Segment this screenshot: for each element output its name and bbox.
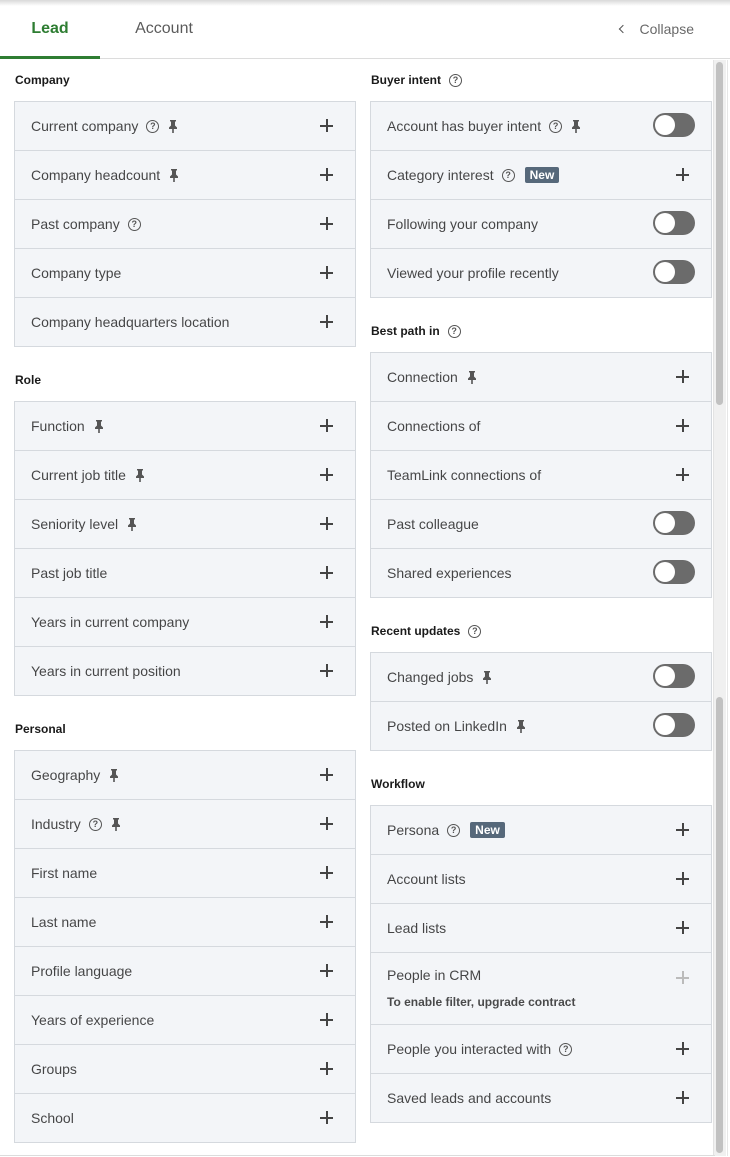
- help-icon[interactable]: ?: [447, 824, 460, 837]
- plus-icon[interactable]: [676, 468, 689, 481]
- filter-label: Profile language: [31, 963, 133, 979]
- toggle-switch[interactable]: [653, 713, 695, 737]
- filter-label: Shared experiences: [387, 565, 512, 581]
- filter-row-content: [31, 418, 105, 434]
- upgrade-note: To enable filter, upgrade contract: [387, 994, 576, 1009]
- filter-list: [370, 101, 712, 298]
- filter-row-content: [387, 967, 481, 983]
- filter-row-viewed-your-profile-recently[interactable]: [371, 248, 711, 297]
- filter-tabs: [0, 0, 730, 59]
- filter-row-people-you-interacted-with[interactable]: [371, 1024, 711, 1073]
- filter-list: [14, 401, 356, 696]
- tab-lead[interactable]: Lead: [0, 0, 100, 58]
- filter-row-content: [31, 914, 96, 930]
- pin-icon[interactable]: [167, 120, 179, 133]
- group-title-label: Recent updates: [371, 624, 461, 638]
- filter-label: Groups: [31, 1061, 77, 1077]
- filter-label: Company type: [31, 265, 122, 281]
- filter-row-content: [31, 516, 138, 532]
- filter-row-company-headcount[interactable]: [15, 150, 355, 199]
- filter-row-persona[interactable]: [371, 806, 711, 854]
- help-icon[interactable]: ?: [146, 120, 159, 133]
- filter-label: Past colleague: [387, 516, 479, 532]
- filter-row-company-type[interactable]: [15, 248, 355, 297]
- company-group: [14, 70, 356, 347]
- filter-row-seniority-level[interactable]: [15, 499, 355, 548]
- filter-row-content: [31, 1110, 74, 1126]
- pin-icon[interactable]: [126, 518, 138, 531]
- plus-icon[interactable]: [320, 964, 333, 977]
- filter-row-past-colleague[interactable]: [371, 499, 711, 548]
- plus-icon[interactable]: [320, 517, 333, 530]
- filter-label: Years in current company: [31, 614, 190, 630]
- filter-label: Changed jobs: [387, 669, 474, 685]
- group-title: [370, 321, 712, 341]
- new-badge: New: [525, 167, 560, 183]
- filter-label: Past job title: [31, 565, 108, 581]
- filter-row-content: [387, 369, 478, 385]
- filter-row-people-in-crm[interactable]: [371, 952, 711, 1024]
- filter-label: Account lists: [387, 871, 466, 887]
- new-badge: New: [470, 822, 505, 838]
- filter-row-content: [31, 216, 141, 232]
- group-title-label: Workflow: [371, 777, 425, 791]
- filter-row-years-of-experience[interactable]: [15, 995, 355, 1044]
- filter-label: Viewed your profile recently: [387, 265, 559, 281]
- help-icon[interactable]: ?: [449, 74, 462, 87]
- filter-label: Lead lists: [387, 920, 447, 936]
- filter-row-current-job-title[interactable]: [15, 450, 355, 499]
- bottom-divider: [0, 1155, 715, 1156]
- filter-row-content: [387, 1041, 572, 1057]
- plus-icon[interactable]: [320, 915, 333, 928]
- filter-row-content: [387, 418, 480, 434]
- plus-icon[interactable]: [676, 370, 689, 383]
- filter-row-school[interactable]: [15, 1093, 355, 1142]
- filter-label: Following your company: [387, 216, 538, 232]
- pin-icon[interactable]: [570, 120, 582, 133]
- plus-icon[interactable]: [320, 1013, 333, 1026]
- pin-icon[interactable]: [110, 818, 122, 831]
- chevron-left-icon: [618, 25, 626, 33]
- collapse-label: Collapse: [639, 21, 694, 37]
- pin-icon[interactable]: [168, 169, 180, 182]
- plus-icon[interactable]: [676, 1042, 689, 1055]
- filter-row-company-headquarters-location[interactable]: [15, 297, 355, 346]
- filter-row-content: [387, 516, 479, 532]
- filter-row-content: [387, 822, 505, 838]
- plus-icon[interactable]: [320, 768, 333, 781]
- group-title: [14, 70, 356, 90]
- toggle-switch[interactable]: [653, 260, 695, 284]
- filter-label: Function: [31, 418, 85, 434]
- filter-label: People you interacted with: [387, 1041, 552, 1057]
- pin-icon[interactable]: [93, 420, 105, 433]
- filter-row-content: [387, 718, 527, 734]
- plus-icon: [676, 971, 689, 984]
- filter-label: People in CRM: [387, 966, 482, 983]
- filter-row-content: [31, 565, 107, 581]
- filter-row-lead-lists[interactable]: [371, 903, 711, 952]
- filter-row-teamlink-connections-of[interactable]: [371, 450, 711, 499]
- plus-icon[interactable]: [320, 664, 333, 677]
- filter-label: Current company: [31, 118, 139, 134]
- filter-row-past-job-title[interactable]: [15, 548, 355, 597]
- filter-row-content: [31, 663, 181, 679]
- group-title-label: Company: [15, 73, 70, 87]
- toggle-switch[interactable]: [653, 211, 695, 235]
- edge-divider: [727, 60, 728, 1156]
- group-title-label: Buyer intent: [371, 73, 442, 87]
- group-title: [370, 70, 712, 90]
- filter-row-current-company[interactable]: [15, 102, 355, 150]
- plus-icon[interactable]: [676, 419, 689, 432]
- filter-label: Industry: [31, 816, 81, 832]
- filter-row-past-company[interactable]: [15, 199, 355, 248]
- plus-icon[interactable]: [676, 872, 689, 885]
- filter-row-content: [31, 865, 97, 881]
- plus-icon[interactable]: [320, 615, 333, 628]
- filter-row-content: [31, 963, 132, 979]
- filter-row-content: [387, 565, 512, 581]
- toggle-switch[interactable]: [653, 511, 695, 535]
- plus-icon[interactable]: [676, 1091, 689, 1104]
- filter-row-content: [387, 669, 493, 685]
- plus-icon[interactable]: [320, 419, 333, 432]
- filter-row-content: [387, 871, 466, 887]
- filter-list: [370, 652, 712, 751]
- pin-icon[interactable]: [108, 769, 120, 782]
- filter-row-profile-language[interactable]: [15, 946, 355, 995]
- filter-row-years-in-current-company[interactable]: [15, 597, 355, 646]
- filter-row-content: [31, 767, 120, 783]
- filter-label: Last name: [31, 914, 97, 930]
- filter-label: Company headcount: [31, 167, 161, 183]
- filter-row-last-name[interactable]: [15, 897, 355, 946]
- filter-row-account-lists[interactable]: [371, 854, 711, 903]
- plus-icon[interactable]: [320, 1111, 333, 1124]
- workflow-group: [370, 774, 712, 1123]
- plus-icon[interactable]: [320, 468, 333, 481]
- filter-label: Seniority level: [31, 516, 119, 532]
- filter-row-content: [387, 467, 541, 483]
- help-icon[interactable]: ?: [559, 1043, 572, 1056]
- tab-account[interactable]: Account: [135, 20, 193, 37]
- group-title: [14, 719, 356, 739]
- filter-label: First name: [31, 865, 98, 881]
- toggle-switch[interactable]: [653, 664, 695, 688]
- recent-updates-group: [370, 621, 712, 751]
- filter-row-content: [31, 167, 180, 183]
- filter-row-saved-leads-and-accounts[interactable]: [371, 1073, 711, 1122]
- filter-list: [14, 750, 356, 1143]
- filter-row-years-in-current-position[interactable]: [15, 646, 355, 695]
- plus-icon[interactable]: [320, 217, 333, 230]
- plus-icon[interactable]: [320, 315, 333, 328]
- filter-label: Saved leads and accounts: [387, 1090, 552, 1106]
- buyer-intent-group: [370, 70, 712, 298]
- pin-icon[interactable]: [481, 671, 493, 684]
- filter-label: Past company: [31, 216, 120, 232]
- plus-icon[interactable]: [676, 921, 689, 934]
- filter-row-content: [31, 467, 146, 483]
- personal-group: [14, 719, 356, 1143]
- group-title: [370, 774, 712, 794]
- plus-icon[interactable]: [320, 1062, 333, 1075]
- filter-row-connection[interactable]: [371, 353, 711, 401]
- filter-row-content: [31, 614, 189, 630]
- help-icon[interactable]: ?: [128, 218, 141, 231]
- pin-icon[interactable]: [134, 469, 146, 482]
- filter-label: School: [31, 1110, 74, 1126]
- group-title-label: Personal: [15, 722, 66, 736]
- filter-label: Category interest: [387, 167, 494, 183]
- filter-row-content: [31, 314, 229, 330]
- plus-icon[interactable]: [676, 823, 689, 836]
- filter-row-content: [31, 118, 179, 134]
- group-title: [14, 370, 356, 390]
- filter-label: Years in current position: [31, 663, 181, 679]
- plus-icon[interactable]: [320, 266, 333, 279]
- filter-label: Posted on LinkedIn: [387, 718, 507, 734]
- filter-list: [370, 805, 712, 1123]
- filter-row-industry[interactable]: [15, 799, 355, 848]
- filter-label: TeamLink connections of: [387, 467, 542, 483]
- filter-row-account-has-buyer-intent[interactable]: [371, 102, 711, 150]
- filter-row-connections-of[interactable]: [371, 401, 711, 450]
- plus-icon[interactable]: [320, 866, 333, 879]
- filter-row-geography[interactable]: [15, 751, 355, 799]
- help-icon[interactable]: ?: [448, 325, 461, 338]
- filter-row-content: [387, 167, 559, 183]
- help-icon[interactable]: ?: [549, 120, 562, 133]
- filter-row-first-name[interactable]: [15, 848, 355, 897]
- filter-row-content: [387, 265, 559, 281]
- plus-icon[interactable]: [320, 817, 333, 830]
- plus-icon[interactable]: [676, 168, 689, 181]
- filter-row-changed-jobs[interactable]: [371, 653, 711, 701]
- filter-row-posted-on-linkedin[interactable]: [371, 701, 711, 750]
- filter-row-following-your-company[interactable]: [371, 199, 711, 248]
- help-icon[interactable]: ?: [89, 818, 102, 831]
- filter-label: Persona: [387, 822, 440, 838]
- group-title-label: Best path in: [371, 324, 440, 338]
- filter-row-content: [387, 1090, 551, 1106]
- filter-row-content: [387, 216, 538, 232]
- filter-row-content: [31, 1061, 77, 1077]
- filter-row-function[interactable]: [15, 402, 355, 450]
- filter-label: Connection: [387, 369, 458, 385]
- group-title: [370, 621, 712, 641]
- filter-row-content: [31, 816, 122, 832]
- role-group: [14, 370, 356, 696]
- filter-row-content: [31, 1012, 154, 1028]
- filter-label: Account has buyer intent: [387, 118, 542, 134]
- help-icon[interactable]: ?: [468, 625, 481, 638]
- group-title-label: Role: [15, 373, 42, 387]
- plus-icon[interactable]: [320, 566, 333, 579]
- toggle-switch[interactable]: [653, 560, 695, 584]
- pin-icon[interactable]: [515, 720, 527, 733]
- filter-list: [370, 352, 712, 598]
- best-path-group: [370, 321, 712, 598]
- filter-row-content: [387, 920, 446, 936]
- filter-row-shared-experiences[interactable]: [371, 548, 711, 597]
- filter-row-category-interest[interactable]: [371, 150, 711, 199]
- filter-row-groups[interactable]: [15, 1044, 355, 1093]
- collapse-button[interactable]: [620, 0, 694, 58]
- help-icon[interactable]: ?: [502, 169, 515, 182]
- filter-list: [14, 101, 356, 347]
- scrollbar-thumb-bottom[interactable]: [716, 697, 723, 1153]
- filter-label: Geography: [31, 767, 101, 783]
- filter-label: Current job title: [31, 467, 126, 483]
- filter-label: Connections of: [387, 418, 481, 434]
- plus-icon[interactable]: [320, 119, 333, 132]
- toggle-switch[interactable]: [653, 113, 695, 137]
- filter-row-content: [387, 118, 582, 134]
- plus-icon[interactable]: [320, 168, 333, 181]
- filter-row-content: [31, 265, 121, 281]
- filter-label: Company headquarters location: [31, 314, 230, 330]
- pin-icon[interactable]: [466, 371, 478, 384]
- filter-label: Years of experience: [31, 1012, 155, 1028]
- scrollbar-thumb-top[interactable]: [716, 62, 723, 405]
